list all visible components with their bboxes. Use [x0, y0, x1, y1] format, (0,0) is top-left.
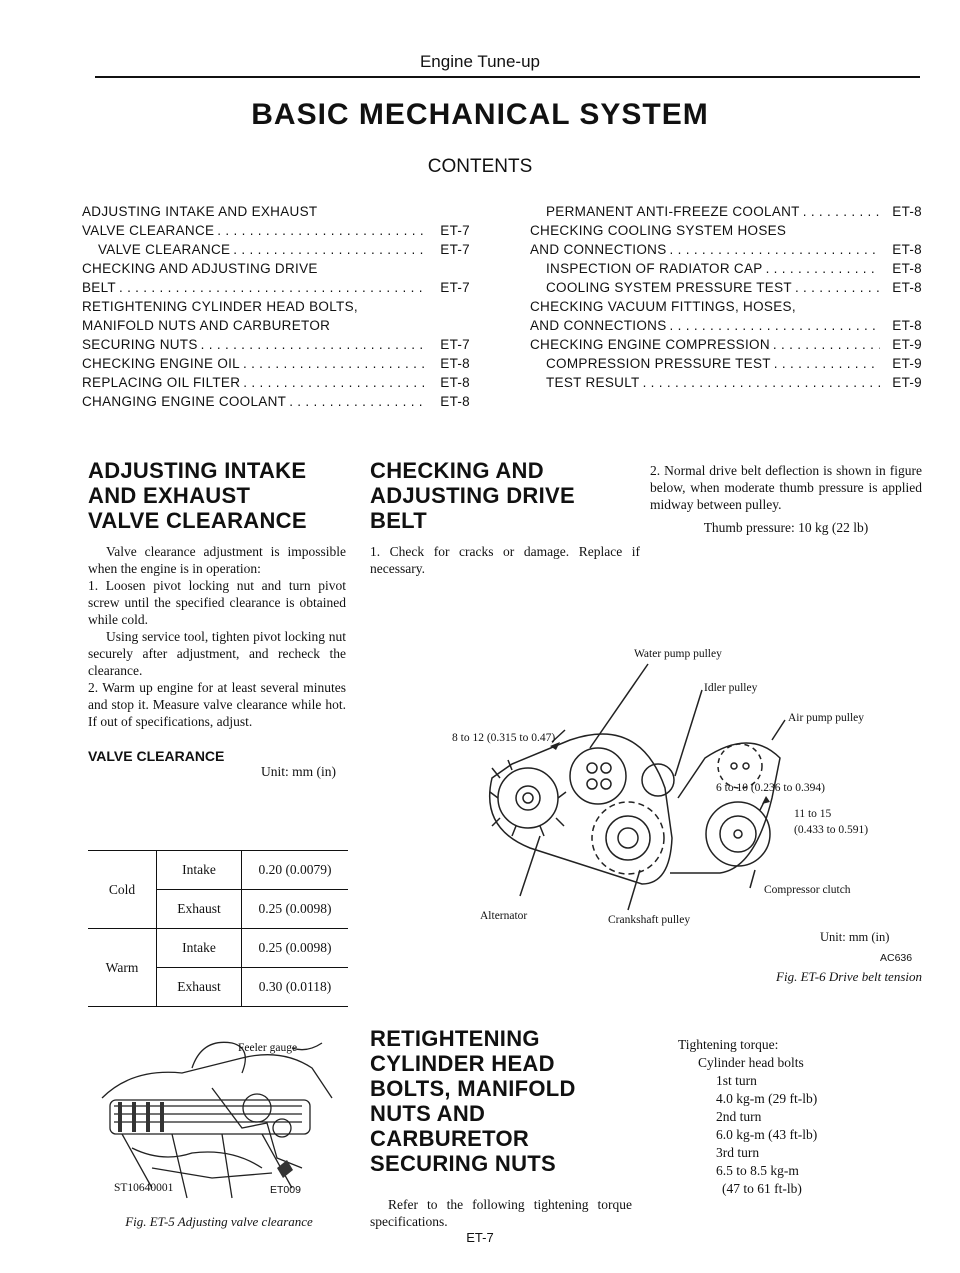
toc-page: ET-9 — [892, 356, 922, 371]
toc-entry-text: CHECKING ENGINE OIL — [82, 356, 240, 371]
toc-left — [82, 202, 470, 411]
page-title: BASIC MECHANICAL SYSTEM — [251, 98, 709, 131]
figure-code: AC636 — [880, 952, 913, 964]
toc-entry — [530, 354, 922, 373]
toc-page: ET-9 — [892, 375, 922, 390]
toc-page: ET-8 — [440, 375, 470, 390]
torque-subtitle: Cylinder head bolts — [698, 1055, 804, 1070]
cell-value: 0.20 (0.0079) — [242, 851, 349, 890]
toc-entry — [82, 354, 470, 373]
cell-intake: Intake — [157, 851, 242, 890]
label-alternator: Alternator — [480, 910, 528, 922]
section-heading-drive-belt — [370, 458, 640, 533]
heading-line: RETIGHTENING — [370, 1026, 540, 1051]
torque-value: (47 to 61 ft-lb) — [722, 1181, 802, 1196]
toc-page: ET-8 — [440, 356, 470, 371]
toc-entry — [82, 316, 470, 335]
toc-page: ET-8 — [892, 318, 922, 333]
paragraph: 1. Loosen pivot locking nut and turn pivot screw until the specified clearance is obtained while cold. — [88, 578, 346, 627]
section-retightening — [370, 1026, 650, 1176]
toc-leader — [214, 221, 428, 240]
label-deflection-mid: 6 to 10 (0.236 to 0.394) — [716, 782, 825, 794]
torque-value: 4.0 kg-m (29 ft-lb) — [716, 1091, 818, 1106]
toc-page: ET-7 — [440, 223, 470, 238]
label-service-tool: ST10640001 — [114, 1182, 174, 1194]
toc-page: ET-7 — [440, 337, 470, 352]
toc-entry-text: COOLING SYSTEM PRESSURE TEST — [546, 280, 792, 295]
toc-page: ET-8 — [892, 261, 922, 276]
figure-unit: Unit: mm (in) — [820, 930, 890, 944]
toc-leader — [230, 240, 428, 259]
section-heading-valve-clearance — [88, 458, 346, 533]
toc-entry — [82, 240, 470, 259]
paragraph: Valve clearance adjustment is impossible when the engine is in operation: — [88, 544, 346, 576]
paragraph: Refer to the following tightening torque specifications. — [370, 1197, 632, 1229]
toc-entry — [82, 202, 470, 221]
torque-title: Tightening torque: — [678, 1037, 779, 1052]
toc-entry — [530, 240, 922, 259]
toc-entry-text: REPLACING OIL FILTER — [82, 375, 241, 390]
toc-leader — [763, 259, 880, 278]
toc-entry-text: RETIGHTENING CYLINDER HEAD BOLTS, — [82, 299, 358, 314]
toc-entry-text: SECURING NUTS — [82, 337, 198, 352]
label-compressor-clutch: Compressor clutch — [764, 884, 851, 896]
heading-line: ADJUSTING DRIVE — [370, 483, 575, 508]
figure-code: ET009 — [270, 1184, 301, 1196]
toc-entry-text: VALVE CLEARANCE — [98, 242, 231, 257]
toc-entry — [82, 335, 470, 354]
toc-entry-text: CHECKING COOLING SYSTEM HOSES — [530, 223, 787, 238]
running-header: Engine Tune-up — [419, 52, 541, 71]
torque-step: 1st turn — [716, 1073, 757, 1088]
heading-line: VALVE CLEARANCE — [88, 508, 307, 533]
toc-entry — [530, 316, 922, 335]
label-water-pump-pulley: Water pump pulley — [634, 648, 722, 660]
section-valve-clearance — [88, 458, 346, 780]
toc-leader — [198, 335, 428, 354]
toc-leader — [286, 392, 428, 411]
toc-entry-text: CHECKING VACUUM FITTINGS, HOSES, — [530, 299, 796, 314]
paragraph: 2. Warm up engine for at least several minutes and stop it. Measure valve clearance while hot. If out of specifications, adjust. — [88, 680, 346, 729]
cell-intake: Intake — [157, 929, 242, 968]
page-number: ET-7 — [466, 1230, 494, 1245]
toc-entry-text: COMPRESSION PRESSURE TEST — [546, 356, 771, 371]
retightening-text — [370, 1196, 632, 1230]
heading-line: AND EXHAUST — [88, 483, 251, 508]
toc-entry — [530, 202, 922, 221]
toc-entry-text: BELT — [82, 280, 116, 295]
cell-value: 0.25 (0.0098) — [242, 890, 349, 929]
toc-entry-text: AND CONNECTIONS — [530, 242, 667, 257]
cell-value: 0.25 (0.0098) — [242, 929, 349, 968]
toc-entry-text: ADJUSTING INTAKE AND EXHAUST — [82, 204, 318, 219]
toc-leader — [771, 354, 880, 373]
toc-leader — [240, 354, 428, 373]
toc-page: ET-9 — [892, 337, 922, 352]
heading-line: CYLINDER HEAD — [370, 1051, 555, 1076]
valve-clearance-subheading: VALVE CLEARANCE — [88, 748, 225, 764]
heading-line: ADJUSTING INTAKE — [88, 458, 307, 483]
toc-entry-text: MANIFOLD NUTS AND CARBURETOR — [82, 318, 331, 333]
figure-valve-adjustment — [92, 1028, 342, 1208]
toc-entry — [82, 221, 470, 240]
toc-entry-text: VALVE CLEARANCE — [82, 223, 215, 238]
toc-entry-text: CHANGING ENGINE COOLANT — [82, 394, 287, 409]
heading-line: SECURING NUTS — [370, 1151, 557, 1176]
toc-leader — [770, 335, 880, 354]
section-drive-belt — [370, 458, 640, 577]
toc-entry — [82, 297, 470, 316]
toc-entry — [530, 278, 922, 297]
toc-leader — [800, 202, 880, 221]
row-label-cold: Cold — [88, 851, 157, 929]
heading-line: BOLTS, MANIFOLD — [370, 1076, 576, 1101]
thumb-pressure: Thumb pressure: 10 kg (22 lb) — [703, 520, 869, 535]
toc-entry — [530, 297, 922, 316]
toc-page: ET-7 — [440, 280, 470, 295]
toc-entry-text: TEST RESULT — [546, 375, 640, 390]
toc-entry-text: CHECKING ENGINE COMPRESSION — [530, 337, 770, 352]
label-deflection-right: 11 to 15 — [794, 808, 832, 820]
cell-exhaust: Exhaust — [157, 968, 242, 1007]
torque-value: 6.5 to 8.5 kg-m — [716, 1163, 799, 1178]
contents-title: CONTENTS — [427, 156, 533, 177]
heading-line: NUTS AND — [370, 1101, 486, 1126]
label-crankshaft-pulley: Crankshaft pulley — [608, 914, 691, 926]
toc-leader — [640, 373, 880, 392]
cell-value: 0.30 (0.0118) — [242, 968, 349, 1007]
valve-clearance-text — [88, 543, 346, 730]
belt-deflection-text — [650, 462, 922, 536]
toc-entry-text: AND CONNECTIONS — [530, 318, 667, 333]
label-deflection-left: 8 to 12 (0.315 to 0.47) — [452, 732, 556, 744]
toc-entry — [530, 335, 922, 354]
label-idler-pulley: Idler pulley — [704, 682, 758, 694]
heading-line: CHECKING AND — [370, 458, 544, 483]
row-label-warm: Warm — [88, 929, 157, 1007]
heading-line: BELT — [370, 508, 428, 533]
toc-right — [530, 202, 922, 392]
toc-page: ET-8 — [892, 280, 922, 295]
toc-entry — [530, 373, 922, 392]
figure-caption: Fig. ET-6 Drive belt tension — [776, 969, 922, 984]
label-deflection-right-inch: (0.433 to 0.591) — [794, 824, 869, 836]
toc-entry-text: INSPECTION OF RADIATOR CAP — [546, 261, 763, 276]
toc-entry-text: PERMANENT ANTI-FREEZE COOLANT — [546, 204, 800, 219]
toc-entry — [82, 259, 470, 278]
cell-exhaust: Exhaust — [157, 890, 242, 929]
header-rule — [95, 76, 920, 78]
heading-line: CARBURETOR — [370, 1126, 530, 1151]
table-unit: Unit: mm (in) — [261, 764, 336, 779]
paragraph: 1. Check for cracks or damage. Replace if necessary. — [370, 544, 640, 576]
toc-leader — [240, 373, 428, 392]
toc-leader — [667, 240, 880, 259]
toc-page: ET-7 — [440, 242, 470, 257]
toc-entry — [82, 278, 470, 297]
toc-entry — [82, 392, 470, 411]
valve-clearance-table — [88, 850, 348, 1007]
label-air-pump-pulley: Air pump pulley — [788, 712, 865, 724]
section-heading-retightening — [370, 1026, 650, 1176]
torque-step: 2nd turn — [716, 1109, 762, 1124]
toc-page: ET-8 — [440, 394, 470, 409]
toc-entry — [530, 259, 922, 278]
torque-step: 3rd turn — [716, 1145, 760, 1160]
toc-leader — [667, 316, 880, 335]
torque-specs — [678, 1036, 918, 1198]
toc-leader — [792, 278, 880, 297]
toc-leader — [116, 278, 428, 297]
torque-value: 6.0 kg-m (43 ft-lb) — [716, 1127, 818, 1142]
toc-entry-text: CHECKING AND ADJUSTING DRIVE — [82, 261, 318, 276]
engine-illustration — [92, 1028, 342, 1208]
paragraph: 2. Normal drive belt deflection is shown in figure below, when moderate thumb pressure is applied midway between pulley. — [650, 463, 922, 512]
toc-entry — [530, 221, 922, 240]
figure-caption: Fig. ET-5 Adjusting valve clearance — [125, 1214, 313, 1229]
toc-page: ET-8 — [892, 242, 922, 257]
paragraph: Using service tool, tighten pivot locking nut securely after adjustment, and recheck the clearance. — [88, 629, 346, 678]
toc-page: ET-8 — [892, 204, 922, 219]
label-feeler-gauge: Feeler gauge — [238, 1042, 298, 1054]
toc-entry — [82, 373, 470, 392]
